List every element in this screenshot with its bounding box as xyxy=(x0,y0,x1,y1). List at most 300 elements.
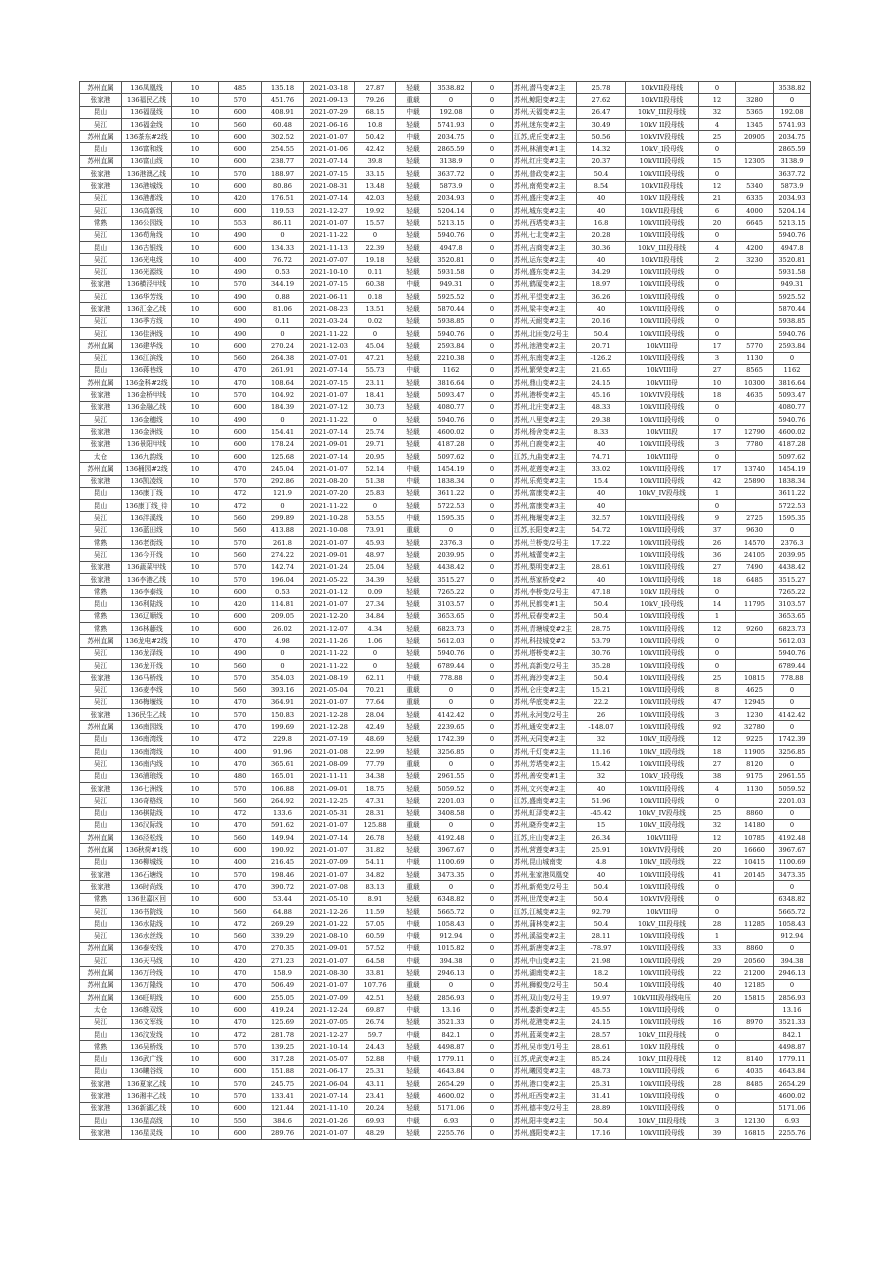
table-row xyxy=(80,561,811,573)
cell-substation: 苏州,迷东变#2主 xyxy=(513,118,577,130)
cell-load-rate: 31.82 xyxy=(355,844,396,856)
cell-bay-count: 0 xyxy=(699,893,736,905)
table-row xyxy=(80,463,811,475)
cell-date: 2021-05-07 xyxy=(304,1053,355,1065)
cell-rated-current: 560 xyxy=(219,684,262,696)
cell-transformer-load: 17.16 xyxy=(577,1127,626,1139)
cell-date: 2021-05-10 xyxy=(304,893,355,905)
cell-max-current: 0.11 xyxy=(262,315,304,327)
cell-date: 2021-07-14 xyxy=(304,364,355,376)
cell-remaining-capacity: 0 xyxy=(774,819,811,831)
cell-substation: 苏州,通安变#2主 xyxy=(513,721,577,733)
cell-transformer-load: 50.4 xyxy=(577,168,626,180)
cell-voltage: 10 xyxy=(172,475,219,487)
cell-open-capacity: 0 xyxy=(431,696,472,708)
cell-open-capacity: 192.08 xyxy=(431,106,472,118)
cell-voltage: 10 xyxy=(172,192,219,204)
cell-voltage: 10 xyxy=(172,807,219,819)
cell-voltage: 10 xyxy=(172,414,219,426)
table-row xyxy=(80,1016,811,1028)
cell-region: 张家港 xyxy=(80,278,122,290)
cell-line-name: 136麦李线 xyxy=(122,684,172,696)
cell-load-class: 中载 xyxy=(396,1053,431,1065)
cell-voltage: 10 xyxy=(172,770,219,782)
table-row xyxy=(80,746,811,758)
cell-distributed-power: 1130 xyxy=(736,352,774,364)
cell-line-name: 136曦谷线 xyxy=(122,1065,172,1077)
cell-load-class: 中载 xyxy=(396,131,431,143)
cell-rated-current: 470 xyxy=(219,364,262,376)
cell-date: 2021-01-07 xyxy=(304,463,355,475)
cell-transformer-load: 40 xyxy=(577,192,626,204)
cell-substation: 苏州,虹泽变#2主 xyxy=(513,807,577,819)
cell-busbar: 10kVII段母线 xyxy=(626,180,699,192)
cell-remaining-capacity: 1595.35 xyxy=(774,512,811,524)
cell-region: 吴江 xyxy=(80,549,122,561)
cell-substation: 苏州,天同变#2主 xyxy=(513,733,577,745)
cell-load-rate: 68.15 xyxy=(355,106,396,118)
cell-access-capacity: 0 xyxy=(472,118,513,130)
cell-rated-current: 420 xyxy=(219,192,262,204)
cell-access-capacity: 0 xyxy=(472,967,513,979)
cell-busbar: 10kVII段母线 xyxy=(626,94,699,106)
cell-region: 张家港 xyxy=(80,438,122,450)
table-row xyxy=(80,1041,811,1053)
cell-line-name: 136光电线 xyxy=(122,254,172,266)
cell-access-capacity: 0 xyxy=(472,303,513,315)
cell-remaining-capacity: 6348.82 xyxy=(774,893,811,905)
cell-open-capacity: 5204.14 xyxy=(431,204,472,216)
cell-rated-current: 470 xyxy=(219,635,262,647)
cell-max-current: 302.52 xyxy=(262,131,304,143)
cell-voltage: 10 xyxy=(172,463,219,475)
cell-transformer-load: 50.4 xyxy=(577,1114,626,1126)
cell-region: 张家港 xyxy=(80,709,122,721)
cell-rated-current: 600 xyxy=(219,143,262,155)
cell-bay-count: 0 xyxy=(699,450,736,462)
cell-transformer-load: 50.4 xyxy=(577,327,626,339)
cell-rated-current: 600 xyxy=(219,155,262,167)
cell-open-capacity: 5940.76 xyxy=(431,327,472,339)
cell-remaining-capacity: 0 xyxy=(774,881,811,893)
cell-date: 2021-08-20 xyxy=(304,475,355,487)
cell-date: 2021-11-10 xyxy=(304,1102,355,1114)
cell-open-capacity: 5940.76 xyxy=(431,229,472,241)
cell-busbar: 10kVIII段母线 xyxy=(626,635,699,647)
cell-substation: 苏州,张家港凤凰变 xyxy=(513,869,577,881)
cell-max-current: 64.88 xyxy=(262,905,304,917)
cell-access-capacity: 0 xyxy=(472,819,513,831)
cell-distributed-power: 7490 xyxy=(736,561,774,573)
cell-busbar: 10kVIII母 xyxy=(626,364,699,376)
cell-date: 2021-12-26 xyxy=(304,905,355,917)
cell-transformer-load: -126.2 xyxy=(577,352,626,364)
cell-distributed-power xyxy=(736,610,774,622)
cell-remaining-capacity: 5938.85 xyxy=(774,315,811,327)
cell-line-name: 136康丁线_待 xyxy=(122,500,172,512)
cell-load-class: 轻载 xyxy=(396,401,431,413)
cell-distributed-power: 16815 xyxy=(736,1127,774,1139)
cell-access-capacity: 0 xyxy=(472,426,513,438)
cell-remaining-capacity: 3611.22 xyxy=(774,487,811,499)
cell-load-rate: 29.71 xyxy=(355,438,396,450)
cell-distributed-power: 5770 xyxy=(736,340,774,352)
cell-bay-count: 15 xyxy=(699,155,736,167)
table-row xyxy=(80,118,811,130)
cell-rated-current: 600 xyxy=(219,303,262,315)
cell-line-name: 136港都线 xyxy=(122,192,172,204)
cell-open-capacity: 3256.85 xyxy=(431,746,472,758)
cell-busbar: 10kV_III段母线 xyxy=(626,106,699,118)
cell-load-class: 中载 xyxy=(396,942,431,954)
cell-bay-count: 8 xyxy=(699,684,736,696)
cell-remaining-capacity: 6823.73 xyxy=(774,623,811,635)
cell-date: 2021-12-27 xyxy=(304,204,355,216)
cell-line-name: 136南湾线 xyxy=(122,733,172,745)
cell-distributed-power: 8485 xyxy=(736,1078,774,1090)
cell-open-capacity: 2654.29 xyxy=(431,1078,472,1090)
cell-substation: 苏州,仑庄变#2主 xyxy=(513,684,577,696)
cell-voltage: 10 xyxy=(172,918,219,930)
table-row xyxy=(80,389,811,401)
cell-bay-count: 0 xyxy=(699,229,736,241)
cell-distributed-power: 16660 xyxy=(736,844,774,856)
cell-load-class: 轻载 xyxy=(396,487,431,499)
cell-region: 吴江 xyxy=(80,696,122,708)
cell-remaining-capacity: 5925.52 xyxy=(774,291,811,303)
cell-transformer-load: 15.4 xyxy=(577,475,626,487)
cell-load-class: 轻载 xyxy=(396,795,431,807)
cell-load-class: 中载 xyxy=(396,278,431,290)
cell-open-capacity: 0 xyxy=(431,979,472,991)
cell-max-current: 344.19 xyxy=(262,278,304,290)
cell-region: 苏州直属 xyxy=(80,991,122,1003)
cell-bay-count: 12 xyxy=(699,733,736,745)
cell-load-class: 轻载 xyxy=(396,82,431,94)
cell-access-capacity: 0 xyxy=(472,536,513,548)
cell-bay-count: 36 xyxy=(699,549,736,561)
cell-access-capacity: 0 xyxy=(472,647,513,659)
cell-load-rate: 25.04 xyxy=(355,561,396,573)
cell-access-capacity: 0 xyxy=(472,254,513,266)
cell-max-current: 114.81 xyxy=(262,598,304,610)
cell-distributed-power: 12130 xyxy=(736,1114,774,1126)
cell-busbar: 10kVIII段母线 xyxy=(626,795,699,807)
cell-open-capacity: 4187.28 xyxy=(431,438,472,450)
cell-voltage: 10 xyxy=(172,450,219,462)
cell-busbar: 10kVIII段母线 xyxy=(626,930,699,942)
cell-line-name: 136金科#2线 xyxy=(122,377,172,389)
cell-max-current: 178.24 xyxy=(262,438,304,450)
cell-date: 2021-07-14 xyxy=(304,1090,355,1102)
cell-voltage: 10 xyxy=(172,905,219,917)
cell-date: 2021-06-16 xyxy=(304,118,355,130)
cell-remaining-capacity: 842.1 xyxy=(774,1028,811,1040)
table-row xyxy=(80,1090,811,1102)
cell-rated-current: 600 xyxy=(219,991,262,1003)
cell-region: 吴江 xyxy=(80,414,122,426)
cell-load-rate: 64.58 xyxy=(355,955,396,967)
cell-voltage: 10 xyxy=(172,327,219,339)
cell-voltage: 10 xyxy=(172,229,219,241)
cell-busbar: 10kV II段母线 xyxy=(626,586,699,598)
cell-voltage: 10 xyxy=(172,1090,219,1102)
cell-distributed-power xyxy=(736,82,774,94)
cell-region: 常熟 xyxy=(80,217,122,229)
cell-open-capacity: 5938.85 xyxy=(431,315,472,327)
cell-region: 张家港 xyxy=(80,94,122,106)
cell-transformer-load: 15.42 xyxy=(577,758,626,770)
cell-substation: 苏州,富康变#2主 xyxy=(513,487,577,499)
cell-bay-count: 0 xyxy=(699,881,736,893)
cell-open-capacity: 842.1 xyxy=(431,1028,472,1040)
cell-open-capacity: 6.93 xyxy=(431,1114,472,1126)
cell-distributed-power xyxy=(736,487,774,499)
cell-busbar: 10kV_III段母线 xyxy=(626,1114,699,1126)
cell-date: 2021-11-22 xyxy=(304,659,355,671)
cell-region: 苏州直属 xyxy=(80,832,122,844)
cell-rated-current: 600 xyxy=(219,1004,262,1016)
cell-load-class: 轻载 xyxy=(396,770,431,782)
cell-load-rate: 73.91 xyxy=(355,524,396,536)
cell-max-current: 216.45 xyxy=(262,856,304,868)
cell-date: 2021-08-23 xyxy=(304,303,355,315)
table-row xyxy=(80,352,811,364)
cell-transformer-load: 48.73 xyxy=(577,1065,626,1077)
cell-remaining-capacity: 0 xyxy=(774,942,811,954)
cell-date: 2021-05-04 xyxy=(304,684,355,696)
cell-access-capacity: 0 xyxy=(472,623,513,635)
cell-load-rate: 0.11 xyxy=(355,266,396,278)
cell-load-class: 轻载 xyxy=(396,549,431,561)
cell-rated-current: 600 xyxy=(219,426,262,438)
cell-substation: 苏州,晓乔变#2主 xyxy=(513,819,577,831)
cell-distributed-power xyxy=(736,1004,774,1016)
cell-max-current: 176.51 xyxy=(262,192,304,204)
table-row xyxy=(80,586,811,598)
cell-rated-current: 600 xyxy=(219,131,262,143)
cell-load-class: 轻载 xyxy=(396,204,431,216)
cell-transformer-load: 50.4 xyxy=(577,979,626,991)
cell-open-capacity: 5213.15 xyxy=(431,217,472,229)
cell-distributed-power: 4035 xyxy=(736,1065,774,1077)
cell-distributed-power: 1230 xyxy=(736,709,774,721)
cell-region: 吴江 xyxy=(80,684,122,696)
cell-voltage: 10 xyxy=(172,942,219,954)
cell-load-class: 轻载 xyxy=(396,1127,431,1139)
cell-access-capacity: 0 xyxy=(472,1065,513,1077)
table-row xyxy=(80,315,811,327)
cell-distributed-power xyxy=(736,401,774,413)
cell-line-name: 136梅堰线 xyxy=(122,696,172,708)
cell-substation: 苏州,吴市变/1号主 xyxy=(513,1041,577,1053)
cell-distributed-power xyxy=(736,586,774,598)
cell-load-rate: 0.09 xyxy=(355,586,396,598)
cell-bay-count: 0 xyxy=(699,905,736,917)
cell-bay-count: 33 xyxy=(699,942,736,954)
cell-distributed-power: 4000 xyxy=(736,204,774,216)
cell-transformer-load: 16.8 xyxy=(577,217,626,229)
cell-load-class: 轻载 xyxy=(396,1102,431,1114)
cell-line-name: 136文军线 xyxy=(122,1016,172,1028)
cell-open-capacity: 1015.82 xyxy=(431,942,472,954)
table-row xyxy=(80,217,811,229)
cell-max-current: 270.35 xyxy=(262,942,304,954)
cell-date: 2021-01-07 xyxy=(304,844,355,856)
table-row xyxy=(80,82,811,94)
cell-rated-current: 600 xyxy=(219,1127,262,1139)
cell-load-class: 轻载 xyxy=(396,389,431,401)
cell-bay-count: 0 xyxy=(699,327,736,339)
cell-load-rate: 70.21 xyxy=(355,684,396,696)
cell-bay-count: 18 xyxy=(699,573,736,585)
cell-voltage: 10 xyxy=(172,1078,219,1090)
cell-transformer-load: 4.8 xyxy=(577,856,626,868)
cell-load-class: 重载 xyxy=(396,524,431,536)
cell-substation: 苏州,东南变#2主 xyxy=(513,352,577,364)
cell-remaining-capacity: 13.16 xyxy=(774,1004,811,1016)
table-row xyxy=(80,647,811,659)
cell-access-capacity: 0 xyxy=(472,869,513,881)
cell-load-rate: 27.87 xyxy=(355,82,396,94)
cell-substation: 苏州,城蕾变#2主 xyxy=(513,549,577,561)
table-row xyxy=(80,991,811,1003)
cell-max-current: 26.02 xyxy=(262,623,304,635)
cell-substation: 苏州,盛庄变#2主 xyxy=(513,192,577,204)
cell-substation: 苏州,永河变/2号主 xyxy=(513,709,577,721)
cell-bay-count: 0 xyxy=(699,82,736,94)
cell-substation: 苏州,繁荣变#2主 xyxy=(513,364,577,376)
table-row xyxy=(80,278,811,290)
cell-line-name: 136古银线 xyxy=(122,241,172,253)
cell-region: 常熟 xyxy=(80,623,122,635)
cell-load-rate: 4.34 xyxy=(355,623,396,635)
cell-substation: 苏州,塔桥变#2主 xyxy=(513,647,577,659)
cell-load-rate: 18.41 xyxy=(355,389,396,401)
cell-max-current: 229.8 xyxy=(262,733,304,745)
cell-open-capacity: 3816.64 xyxy=(431,377,472,389)
cell-transformer-load: 74.71 xyxy=(577,450,626,462)
cell-region: 昆山 xyxy=(80,770,122,782)
cell-remaining-capacity: 2856.93 xyxy=(774,991,811,1003)
cell-distributed-power xyxy=(736,881,774,893)
cell-region: 吴江 xyxy=(80,254,122,266)
cell-distributed-power: 4635 xyxy=(736,389,774,401)
cell-load-class: 轻载 xyxy=(396,143,431,155)
cell-max-current: 165.01 xyxy=(262,770,304,782)
cell-date: 2021-01-07 xyxy=(304,598,355,610)
cell-open-capacity: 2376.3 xyxy=(431,536,472,548)
cell-voltage: 10 xyxy=(172,82,219,94)
cell-busbar: 10kV_III段母线 xyxy=(626,918,699,930)
cell-load-rate: 26.78 xyxy=(355,832,396,844)
cell-substation: 苏州,白鹿变#2主 xyxy=(513,438,577,450)
cell-voltage: 10 xyxy=(172,623,219,635)
cell-load-class: 轻载 xyxy=(396,573,431,585)
cell-distributed-power xyxy=(736,450,774,462)
cell-line-name: 136凯凌线 xyxy=(122,475,172,487)
cell-distributed-power: 2725 xyxy=(736,512,774,524)
cell-load-class: 中载 xyxy=(396,475,431,487)
cell-remaining-capacity: 4600.02 xyxy=(774,426,811,438)
cell-distributed-power: 1345 xyxy=(736,118,774,130)
cell-max-current: 121.44 xyxy=(262,1102,304,1114)
table-row xyxy=(80,549,811,561)
cell-line-name: 136福民乙线 xyxy=(122,94,172,106)
cell-access-capacity: 0 xyxy=(472,204,513,216)
cell-line-name: 136金桥甲线 xyxy=(122,389,172,401)
cell-date: 2021-08-19 xyxy=(304,672,355,684)
cell-transformer-load: 20.28 xyxy=(577,229,626,241)
cell-region: 张家港 xyxy=(80,401,122,413)
cell-substation: 苏州,城东变#2主 xyxy=(513,204,577,216)
cell-rated-current: 570 xyxy=(219,561,262,573)
cell-bay-count: 3 xyxy=(699,438,736,450)
cell-busbar: 10kVIII段母线电压 xyxy=(626,991,699,1003)
cell-date: 2021-06-11 xyxy=(304,291,355,303)
cell-bay-count: 26 xyxy=(699,536,736,548)
cell-max-current: 365.61 xyxy=(262,758,304,770)
table-row xyxy=(80,832,811,844)
cell-date: 2021-09-01 xyxy=(304,549,355,561)
cell-voltage: 10 xyxy=(172,1114,219,1126)
cell-date: 2021-07-12 xyxy=(304,401,355,413)
cell-rated-current: 470 xyxy=(219,979,262,991)
cell-max-current: 76.72 xyxy=(262,254,304,266)
cell-region: 苏州直属 xyxy=(80,82,122,94)
cell-transformer-load: 50.4 xyxy=(577,598,626,610)
cell-voltage: 10 xyxy=(172,549,219,561)
cell-open-capacity: 2865.59 xyxy=(431,143,472,155)
cell-voltage: 10 xyxy=(172,696,219,708)
cell-remaining-capacity: 2039.95 xyxy=(774,549,811,561)
cell-distributed-power: 4200 xyxy=(736,241,774,253)
cell-load-class: 重载 xyxy=(396,94,431,106)
cell-transformer-load: 50.4 xyxy=(577,918,626,930)
cell-region: 张家港 xyxy=(80,1090,122,1102)
cell-busbar: 10kVIII段母线 xyxy=(626,291,699,303)
cell-voltage: 10 xyxy=(172,1053,219,1065)
cell-load-class: 中载 xyxy=(396,463,431,475)
cell-line-name: 136棋陆线 xyxy=(122,807,172,819)
cell-distributed-power: 11905 xyxy=(736,746,774,758)
cell-load-class: 轻载 xyxy=(396,155,431,167)
cell-transformer-load: 32 xyxy=(577,733,626,745)
cell-max-current: 289.76 xyxy=(262,1127,304,1139)
cell-bay-count: 12 xyxy=(699,94,736,106)
cell-date: 2021-11-22 xyxy=(304,414,355,426)
cell-substation: 苏州,鼎山变#2主 xyxy=(513,377,577,389)
cell-distributed-power: 4625 xyxy=(736,684,774,696)
cell-open-capacity: 5612.03 xyxy=(431,635,472,647)
cell-load-rate: 60.38 xyxy=(355,278,396,290)
cell-date: 2021-12-25 xyxy=(304,795,355,807)
cell-region: 吴江 xyxy=(80,266,122,278)
cell-region: 昆山 xyxy=(80,1028,122,1040)
cell-line-name: 136湘丰乙线 xyxy=(122,1090,172,1102)
cell-busbar: 10kV_III段母线 xyxy=(626,241,699,253)
cell-date: 2021-08-30 xyxy=(304,967,355,979)
cell-bay-count: 22 xyxy=(699,967,736,979)
cell-max-current: 149.94 xyxy=(262,832,304,844)
cell-rated-current: 600 xyxy=(219,106,262,118)
cell-busbar: 10kVIII段母线 xyxy=(626,1065,699,1077)
table-row xyxy=(80,512,811,524)
cell-region: 张家港 xyxy=(80,180,122,192)
cell-substation: 苏州,运东变#2主 xyxy=(513,254,577,266)
cell-load-class: 轻载 xyxy=(396,180,431,192)
cell-access-capacity: 0 xyxy=(472,106,513,118)
